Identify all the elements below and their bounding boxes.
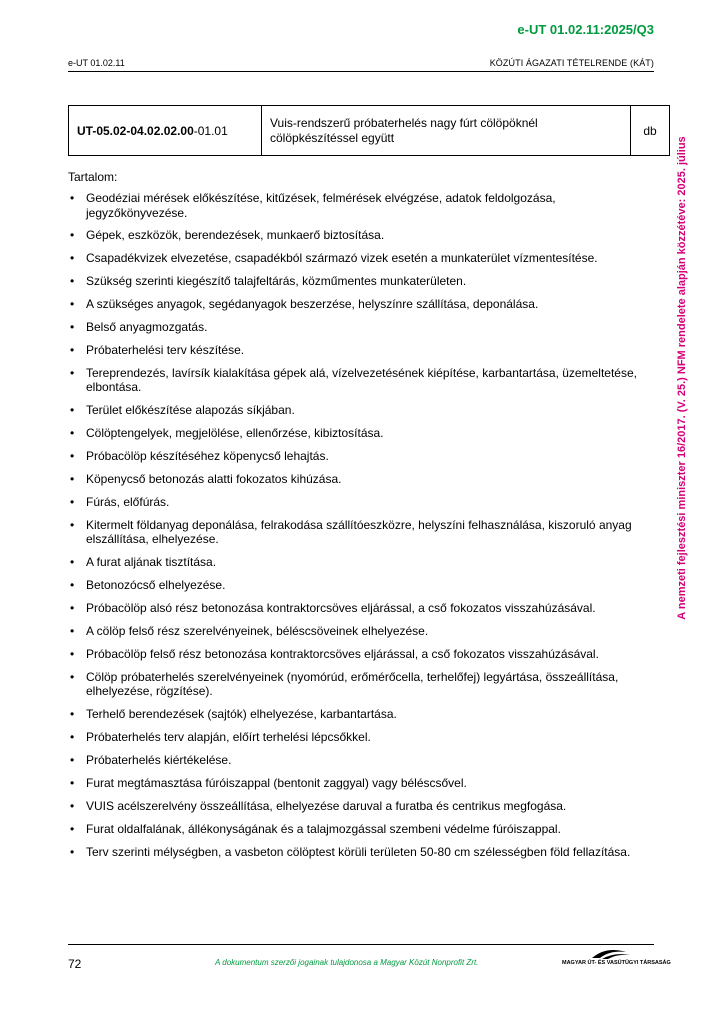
content-section: [68, 170, 658, 867]
item-code-cell: [69, 106, 262, 156]
list-item: • Próbacölöp készítéséhez köpenycső lehajtás.: [68, 449, 658, 464]
list-item: • Köpenycső betonozás alatti fokozatos kihúzása.: [68, 472, 658, 487]
list-item: • Próbaterhelés terv alapján, előírt terhelési lépcsőkkel.: [68, 730, 658, 745]
list-item: • Cölöp próbaterhelés szerelvényeinek (nyomórúd, erőmérőcella, terhelőfej) legyártása, összeállítása, elhelyezése, rögzítése).: [68, 670, 658, 699]
item-code-bold: UT-05.02-04.02.02.00: [77, 123, 194, 138]
list-item: • Gépek, eszközök, berendezések, munkaerő biztosítása.: [68, 228, 658, 243]
footer-copyright: A dokumentum szerzői jogainak tulajdonosa a Magyar Közút Nonprofit Zrt.: [215, 958, 479, 967]
list-item: • Belső anyagmozgatás.: [68, 320, 658, 335]
list-item: • Kitermelt földanyag deponálása, felrakodása szállítóeszközre, helyszíni felhasználása, kiszoruló anyag elszállítása, elhelyezése.: [68, 518, 658, 547]
list-item: • Furat oldalfalának, állékonyságának és a talajmozgással szembeni védelme fúróiszappal.: [68, 822, 658, 837]
list-item: • Próbaterhelés kiértékelése.: [68, 753, 658, 768]
list-item: • Furat megtámasztása fúróiszappal (bentonit zaggyal) vagy béléscsővel.: [68, 776, 658, 791]
list-item: • Csapadékvizek elvezetése, csapadékból származó vizek esetén a munkaterület vízmentesítése.: [68, 251, 658, 266]
logo-text: MAGYAR ÚT- ÉS VASÚTÜGYI TÁRSASÁG: [562, 960, 671, 966]
list-item: • Betonozócső elhelyezése.: [68, 578, 658, 593]
list-item: • A cölöp felső rész szerelvényeinek, béléscsöveinek elhelyezése.: [68, 624, 658, 639]
list-item: • VUIS acélszerelvény összeállítása, elhelyezése daruval a furatba és centrikus megfogása.: [68, 799, 658, 814]
list-item: • Szükség szerinti kiegészítő talajfeltárás, közműmentes munkaterületen.: [68, 274, 658, 289]
item-table: [68, 105, 670, 156]
content-list: [68, 191, 658, 859]
document-code: e-UT 01.02.11:2025/Q3: [517, 22, 654, 37]
footer-divider: [68, 944, 654, 945]
list-item: • Cölöptengelyek, megjelölése, ellenőrzése, kibiztosítása.: [68, 426, 658, 441]
list-item: • Próbaterhelési terv készítése.: [68, 343, 658, 358]
list-item: • Geodéziai mérések előkészítése, kitűzések, felmérések elvégzése, adatok feldolgozása, jegyzőkönyvezése.: [68, 191, 658, 220]
header-right-title: KÖZÚTI ÁGAZATI TÉTELRENDE (KÁT): [489, 58, 654, 68]
header-divider: [68, 71, 654, 72]
item-unit: db: [631, 106, 670, 156]
content-title: Tartalom:: [68, 170, 118, 184]
list-item: • Próbacölöp alsó rész betonozása kontraktorcsöves eljárással, a cső fokozatos visszahúzásával.: [68, 601, 658, 616]
list-item: • A furat aljának tisztítása.: [68, 555, 658, 570]
item-description: Vuis-rendszerű próbaterhelés nagy fúrt cölöpöknél cölöpkészítéssel együtt: [262, 106, 631, 156]
list-item: • Terület előkészítése alapozás síkjában.: [68, 403, 658, 418]
list-item: • Terhelő berendezések (sajtók) elhelyezése, karbantartása.: [68, 707, 658, 722]
list-item: • Tereprendezés, lavírsík kialakítása gépek alá, vízelvezetésének kiépítése, karbantartása, üzemeltetése, elbontása.: [68, 366, 658, 395]
page-number: 72: [68, 957, 82, 971]
item-code-suffix: -01.01: [193, 123, 228, 138]
list-item: • Fúrás, előfúrás.: [68, 495, 658, 510]
header-left-code: e-UT 01.02.11: [68, 58, 125, 68]
list-item: • Terv szerinti mélységben, a vasbeton cölöptest körüli területen 50-80 cm szélességben föld fellazítása.: [68, 845, 658, 860]
association-logo-icon: [562, 948, 671, 970]
item-row: [69, 106, 670, 156]
list-item: • Próbacölöp felső rész betonozása kontraktorcsöves eljárással, a cső fokozatos visszahúzásával.: [68, 647, 658, 662]
publication-side-note: A nemzeti fejlesztési miniszter 16/2017. (V. 25.) NFM rendelete alapján közzétéve: 2025. július: [676, 136, 688, 620]
list-item: • A szükséges anyagok, segédanyagok beszerzése, helyszínre szállítása, deponálása.: [68, 297, 658, 312]
